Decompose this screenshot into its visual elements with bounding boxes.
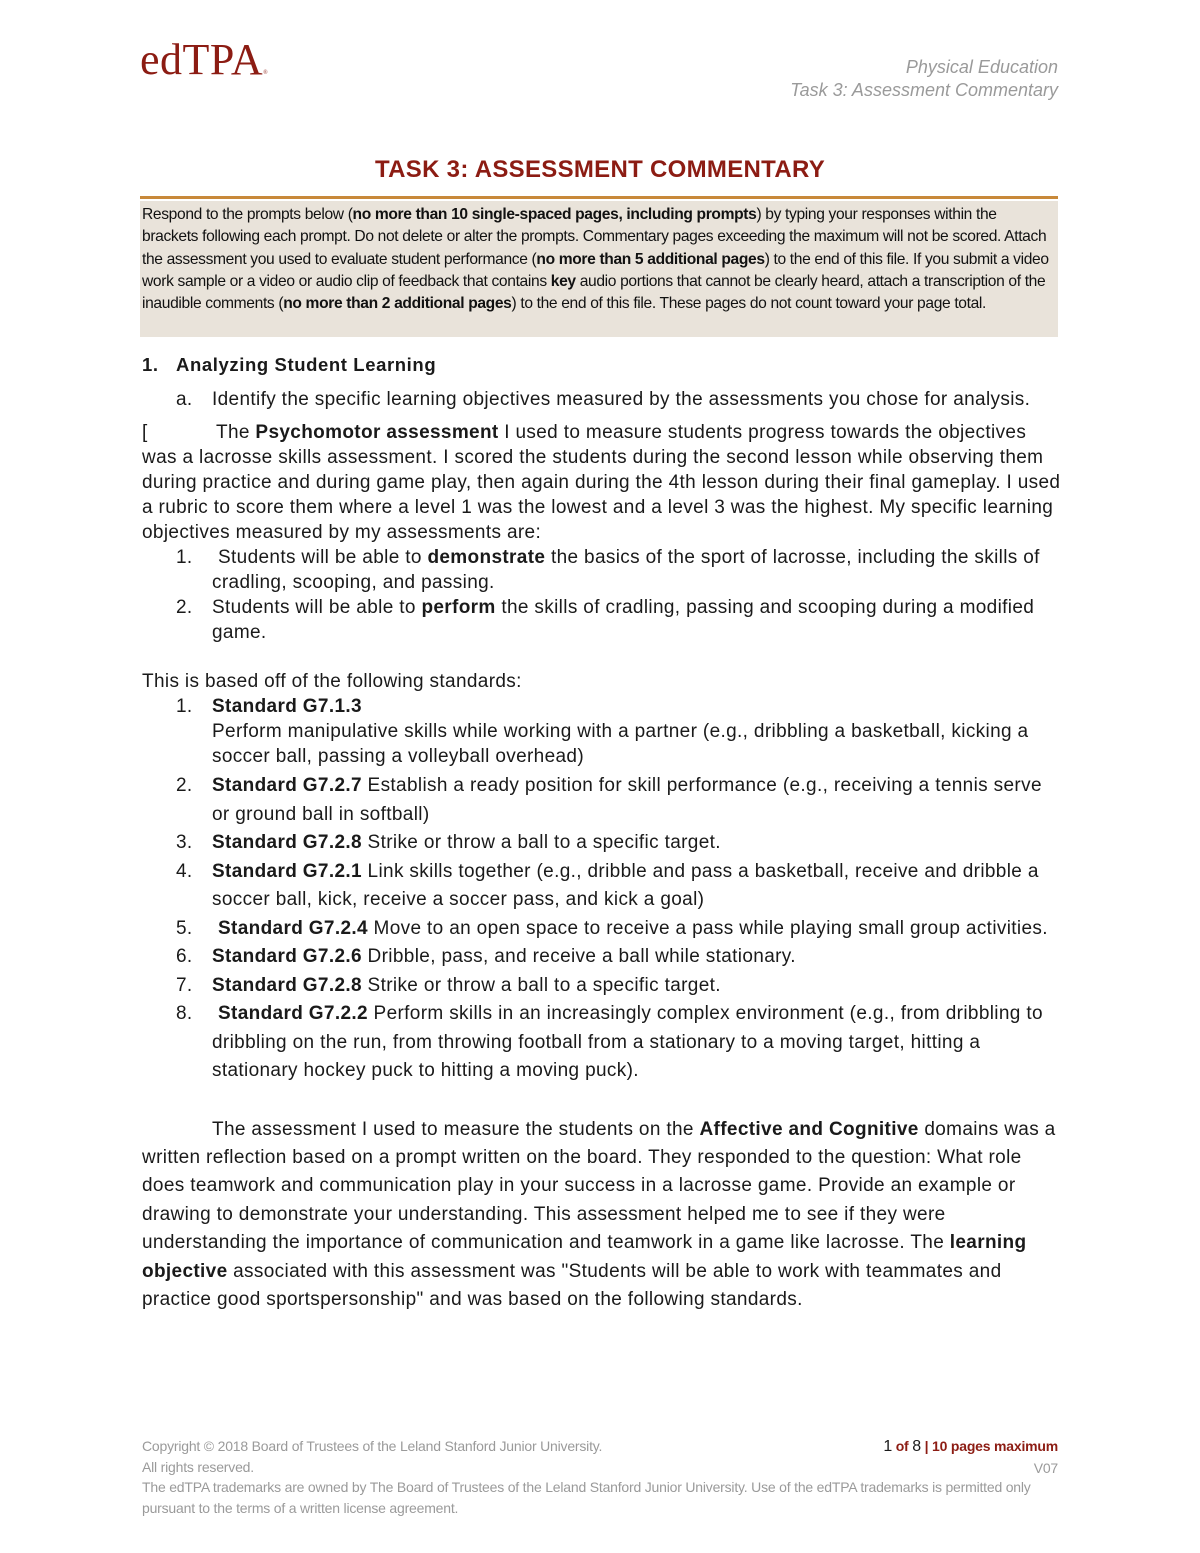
prompt-a: a. Identify the specific learning objectives measured by the assessments you chose for analysis. bbox=[176, 389, 1031, 410]
psychomotor-response: [ The Psychomotor assessment I used to measure students progress towards the objectives was a lacrosse skills assessment. I scored the students during the second lesson while observing them during practice and during game play, then again during the 4th lesson during their final gameplay. I used a rubric to score them where a level 1 was the lowest and a level 3 was the highest. My specific learning objectives measured by my assessments are: bbox=[142, 422, 1061, 543]
list-item: 4. Standard G7.2.1 Link skills together (e.g., dribble and pass a basketball, receive and dribble a soccer ball, kick, receive a soccer pass, and kick a goal) bbox=[176, 860, 1039, 910]
page-number: 1 of 8 | 10 pages maximum bbox=[883, 1438, 1058, 1455]
header-subject: Physical Education bbox=[905, 57, 1058, 77]
standards-intro: This is based off of the following standards: bbox=[142, 671, 522, 692]
page-title: TASK 3: ASSESSMENT COMMENTARY bbox=[374, 156, 826, 183]
list-item: 3. Standard G7.2.8 Strike or throw a ball to a specific target. bbox=[176, 832, 721, 853]
list-item: 1. Standard G7.1.3 Perform manipulative skills while working with a partner (e.g., dribbling a basketball, kicking a soccer ball, passing a volleyball overhead) bbox=[176, 696, 1029, 767]
list-item: 8. Standard G7.2.2 Perform skills in an increasingly complex environment (e.g., from dribbling to dribbling on the run, from throwing football from a stationary to a moving target, hitting a stationary hockey puck to hitting a moving puck). bbox=[176, 1003, 1043, 1081]
commentary-body bbox=[142, 352, 1062, 1314]
copyright-text: Copyright © 2018 Board of Trustees of the Leland Stanford Junior University. bbox=[142, 1438, 603, 1454]
section-heading: 1. Analyzing Student Learning bbox=[142, 354, 437, 375]
page-footer bbox=[142, 1436, 1058, 1518]
header-task: Task 3: Assessment Commentary bbox=[790, 80, 1058, 100]
title-divider bbox=[140, 196, 1058, 199]
rights-text: All rights reserved. bbox=[142, 1458, 254, 1475]
list-item: 5. Standard G7.2.4 Move to an open space to receive a pass while playing small group activities. bbox=[176, 917, 1048, 939]
instructions-box: Respond to the prompts below (no more than 10 single-spaced pages, including prompts) by typing your responses within the brackets following each prompt. Do not delete or alter the prompts. Commentary pages exceeding the maximum will not be scored. Attach the assessment you used to evaluate student performance (no more than 5 additional pages) to the end of this file. If you submit a video work sample or a video or audio clip of feedback that contains key audio portions that cannot be clearly heard, attach a transcription of the inaudible comments (no more than 2 additional pages) to the end of this file. These pages do not count toward your page total. bbox=[140, 201, 1058, 337]
objectives-list bbox=[142, 545, 1062, 645]
affective-cognitive-response: The assessment I used to measure the students on the Affective and Cognitive domains was a written reflection based on a prompt written on the board. They responded to the question: What role does teamwork and communication play in your success in a lacrosse game. Provide an example or drawing to demonstrate your understanding. This assessment helped me to see if they were understanding the importance of communication and teamwork in a game like lacrosse. The learning objective associated with this assessment was "Students will be able to work with teammates and practice good sportspersonship" and was based on the following standards. bbox=[142, 1118, 1056, 1310]
standards-list bbox=[142, 694, 1062, 1086]
page-header bbox=[790, 56, 1058, 102]
edtpa-logo: edTPA® bbox=[140, 35, 269, 84]
version-label: V07 bbox=[1033, 1460, 1058, 1476]
list-item: 6. Standard G7.2.6 Dribble, pass, and receive a ball while stationary. bbox=[176, 946, 796, 967]
list-item: 2. Students will be able to perform the skills of cradling, passing and scooping during a modified game. bbox=[176, 597, 1035, 643]
list-item: 1. Students will be able to demonstrate the basics of the sport of lacrosse, including the skills of cradling, scooping, and passing. bbox=[176, 547, 1040, 593]
list-item: 2. Standard G7.2.7 Establish a ready position for skill performance (e.g., receiving a tennis serve or ground ball in softball) bbox=[176, 775, 1042, 825]
trademark-text: The edTPA trademarks are owned by The Board of Trustees of the Leland Stanford Junior University. Use of the edTPA trademarks is permitted only pursuant to the terms of a written license agreement. bbox=[142, 1479, 1031, 1516]
list-item: 7. Standard G7.2.8 Strike or throw a ball to a specific target. bbox=[176, 974, 721, 996]
